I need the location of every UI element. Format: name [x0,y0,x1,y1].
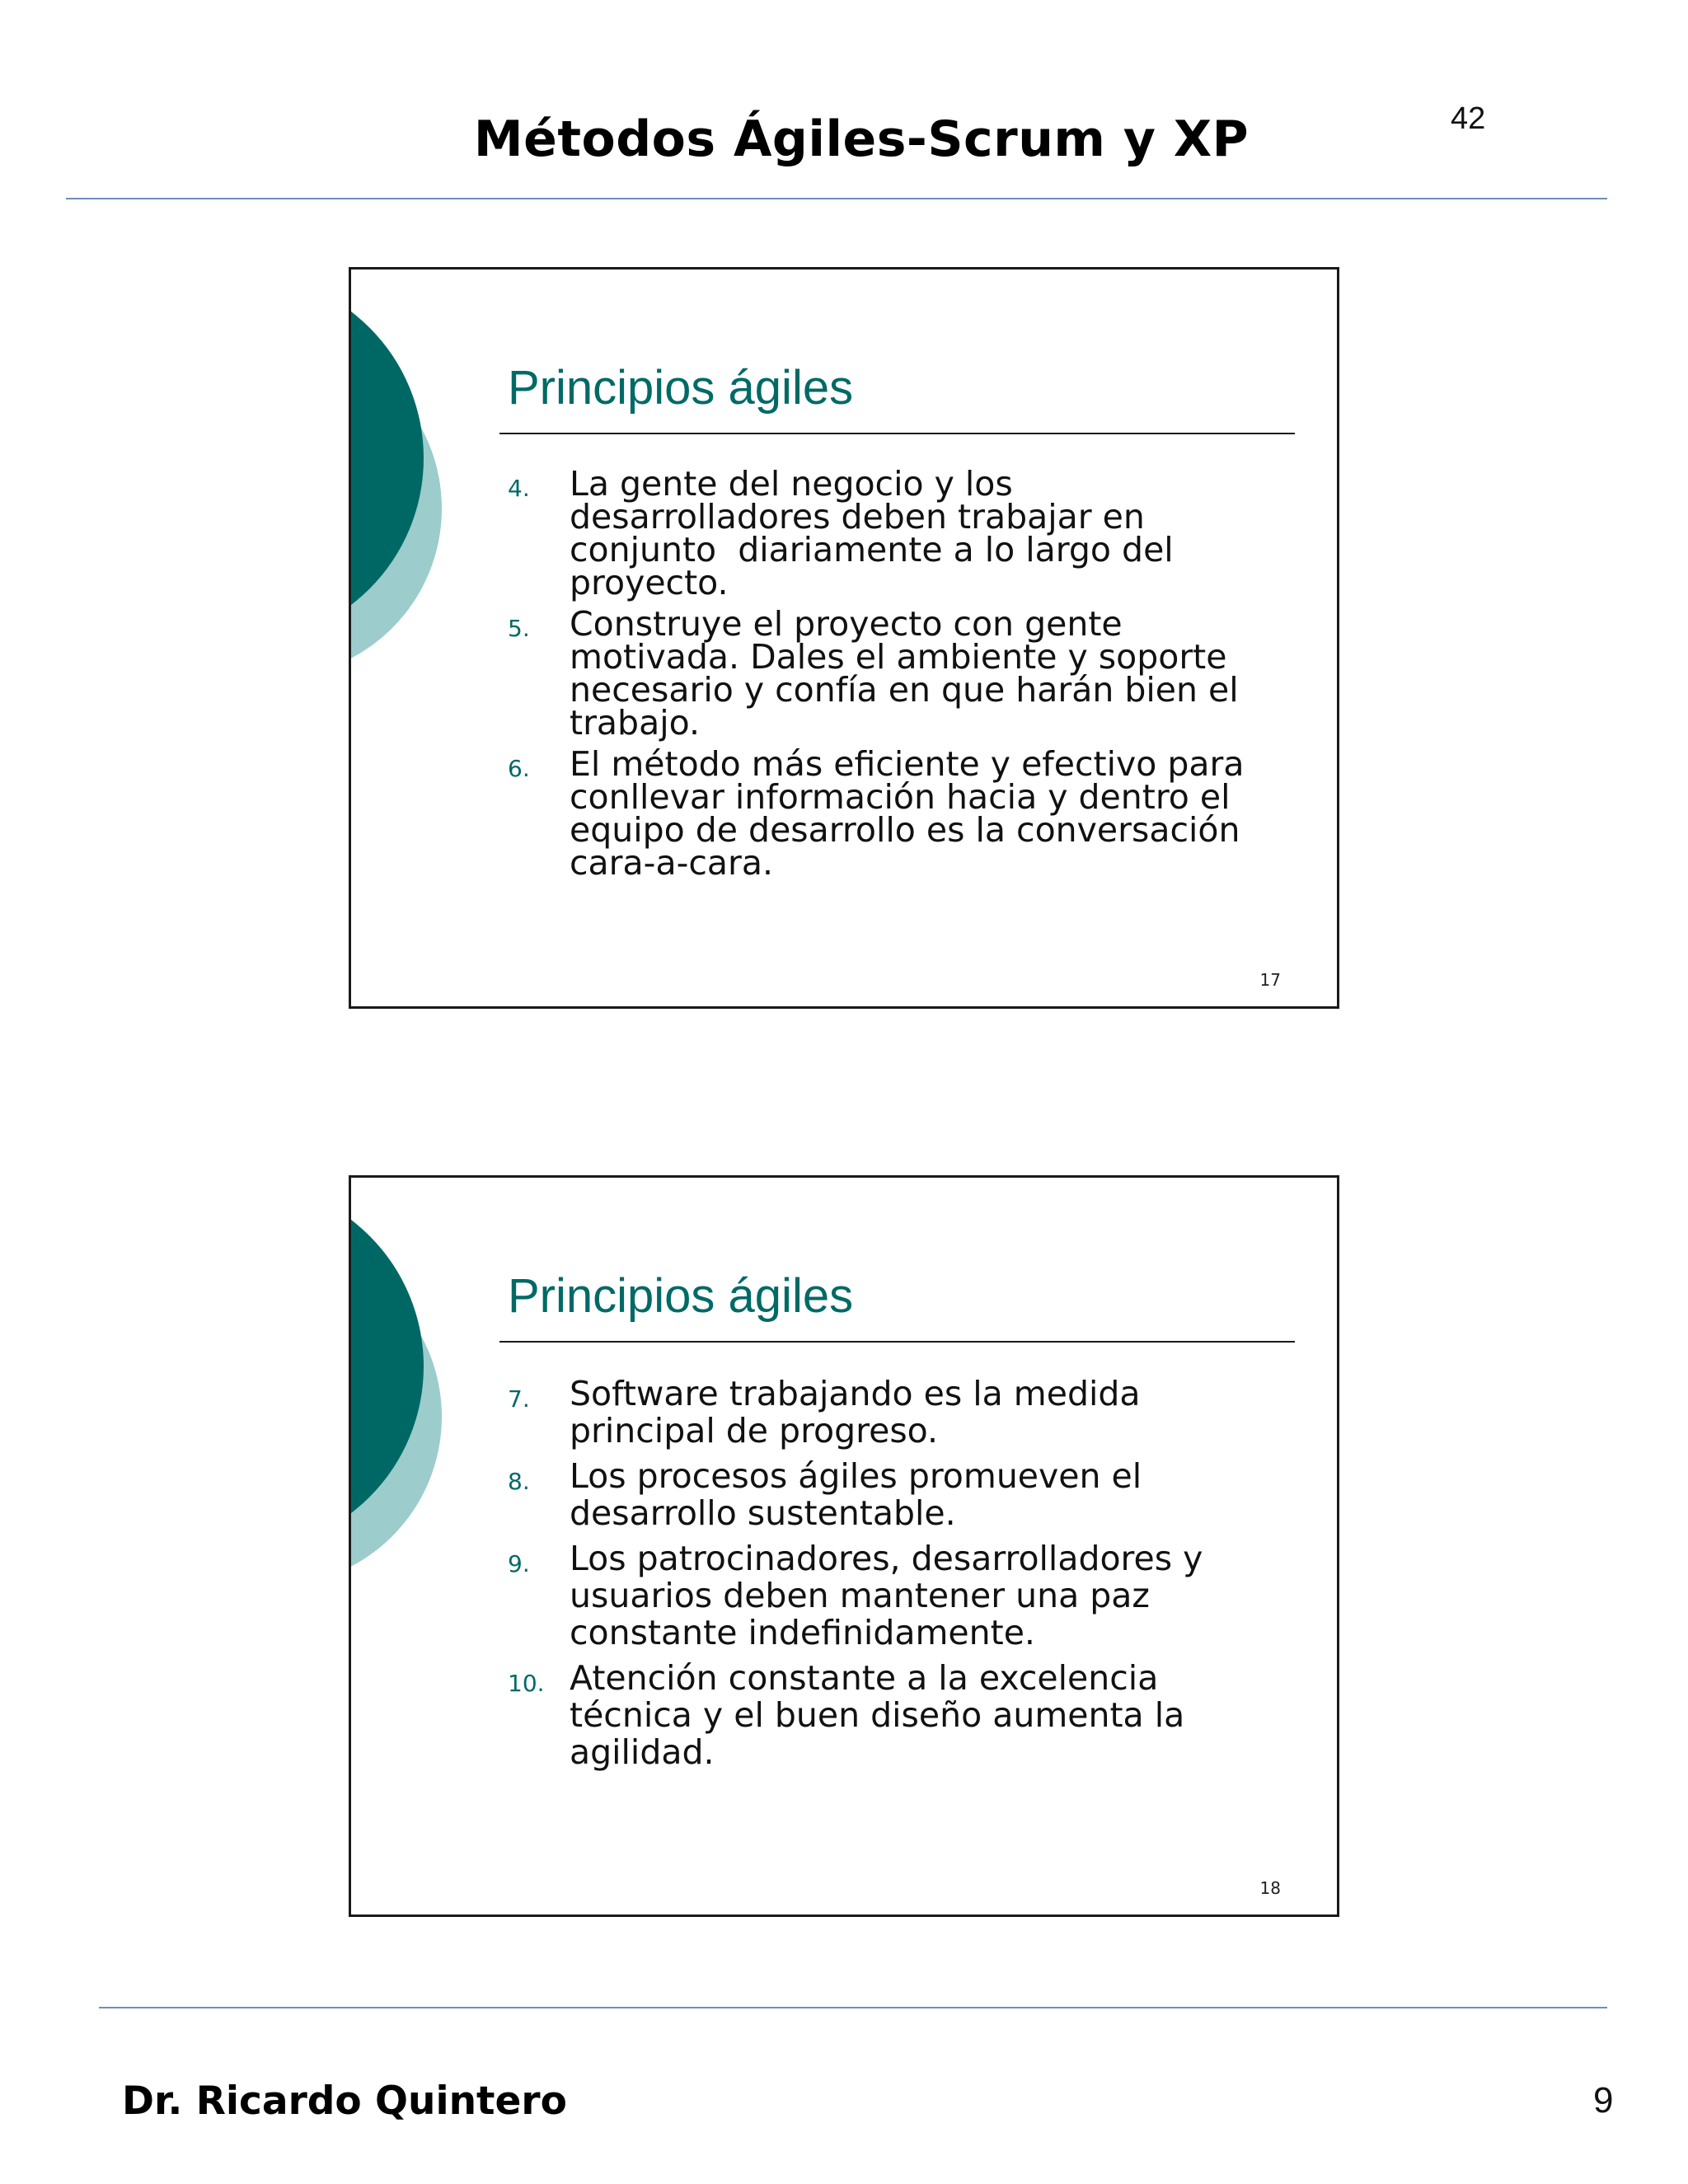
list-item [508,604,1291,743]
principles-list [508,464,1291,888]
header-page-number: 42 [1451,101,1486,136]
item-line: principal de progreso. [570,1411,939,1451]
item-line: proyecto. [570,563,729,602]
page-title: Métodos Ágiles-Scrum y XP [473,110,1250,168]
item-line: constante indefinidamente. [570,1613,1035,1652]
slide-thumbnail-17 [349,267,1339,1009]
slide-title: Principios ágiles [508,361,854,415]
item-line: motivada. Dales el ambiente y soporte [570,637,1227,677]
list-item [508,1660,1291,1771]
principles-list [508,1376,1291,1779]
list-item [508,744,1291,883]
list-item [508,464,1291,602]
item-number: 9. [508,1550,530,1577]
list-item [508,1458,1291,1532]
item-line: Los patrocinadores, desarrolladores y [570,1539,1203,1578]
slide-thumbnail-18 [349,1175,1339,1917]
list-item [508,1376,1291,1450]
slide-number: 18 [1259,1878,1281,1898]
item-line: conllevar información hacia y dentro el [570,777,1231,817]
item-line: conjunto diariamente a lo largo del [570,530,1174,569]
footer-author: Dr. Ricardo Quintero [122,2079,567,2124]
item-line: trabajo. [570,703,700,743]
item-line: El método más eficiente y efectivo para [570,744,1245,784]
slide-title-divider [499,433,1295,434]
item-line: técnica y el buen diseño aumenta la [570,1695,1185,1735]
item-line: La gente del negocio y los [570,464,1013,504]
item-number: 8. [508,1468,530,1495]
item-line: Software trabajando es la medida [570,1374,1141,1413]
item-line: agilidad. [570,1732,715,1772]
slide-title: Principios ágiles [508,1269,854,1323]
item-line: necesario y confía en que harán bien el [570,670,1239,710]
item-number: 5. [508,615,530,642]
item-line: desarrollo sustentable. [570,1493,956,1533]
footer-divider [99,2007,1607,2008]
item-line: desarrolladores deben trabajar en [570,497,1145,537]
footer-page-number: 9 [1593,2080,1614,2121]
item-line: cara-a-cara. [570,843,774,883]
item-line: Los procesos ágiles promueven el [570,1456,1142,1496]
item-number: 10. [508,1670,545,1697]
slide-number: 17 [1259,970,1281,990]
list-item [508,1540,1291,1652]
item-number: 7. [508,1385,530,1413]
item-line: Construye el proyecto con gente [570,604,1123,644]
item-line: equipo de desarrollo es la conversación [570,810,1240,850]
item-line: Atención constante a la excelencia [570,1658,1159,1698]
header-divider [66,198,1607,199]
item-number: 4. [508,475,530,502]
item-line: usuarios deben mantener una paz [570,1576,1150,1615]
item-number: 6. [508,755,530,782]
slide-title-divider [499,1341,1295,1343]
